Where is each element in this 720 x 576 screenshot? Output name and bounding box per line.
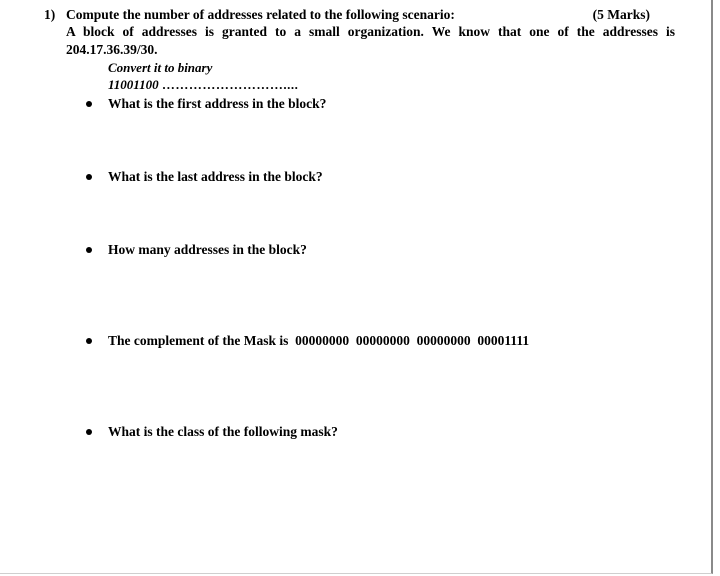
question-marks: (5 Marks) (592, 7, 650, 22)
binary-value: 11001100 (108, 77, 159, 92)
question-title: Compute the number of addresses related to the following scenario: (66, 7, 455, 22)
sub-question-text: What is the last address in the block? (108, 169, 323, 184)
question-header (44, 6, 650, 24)
bullet-icon (86, 174, 92, 180)
sub-question-text: What is the class of the following mask? (108, 424, 338, 439)
bullet-icon (86, 338, 92, 344)
bullet-icon (86, 101, 92, 107)
binary-answer-line (108, 76, 298, 93)
scenario-line-2: 204.17.36.39/30. (66, 42, 158, 57)
sub-question-text: The complement of the Mask is 00000000 00000000 00000000 00001111 (108, 333, 530, 348)
scenario-line-1: A block of addresses is granted to a small organization. We know that one of the addresses is (66, 24, 675, 39)
binary-hint: Convert it to binary (108, 60, 213, 75)
question-number: 1) (44, 7, 56, 22)
sub-question-text: How many addresses in the block? (108, 242, 307, 257)
sub-question-text: What is the first address in the block? (108, 96, 327, 111)
bullet-icon (86, 247, 92, 253)
bullet-icon (86, 429, 92, 435)
answer-dots: ……………………….... (161, 77, 299, 92)
question-scenario (66, 23, 675, 59)
